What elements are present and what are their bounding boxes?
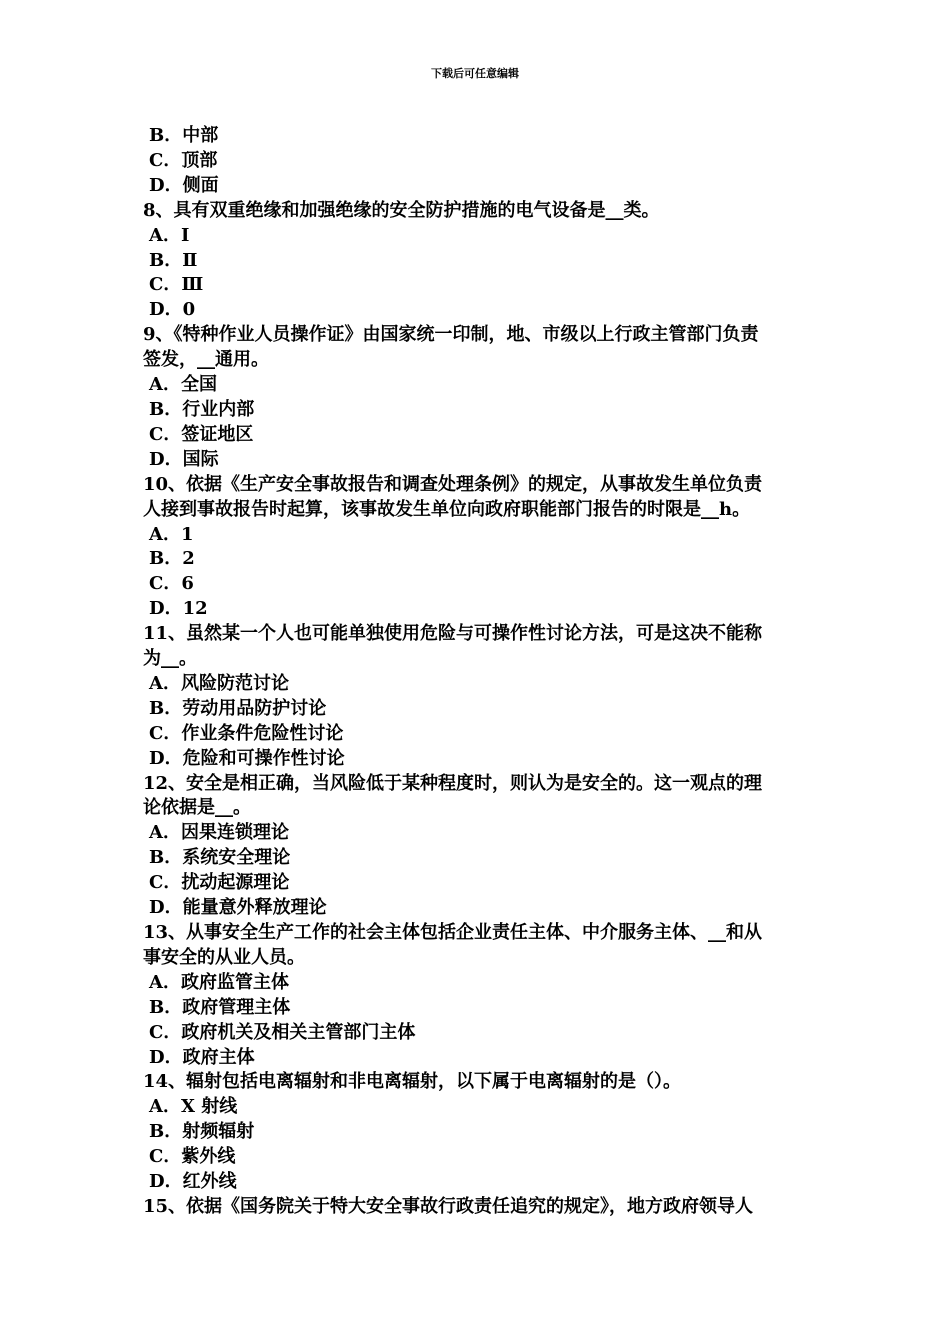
answer-option: A．Ⅰ [149, 224, 190, 246]
question-text: 签发，__通用。 [143, 349, 269, 371]
answer-option: B．Ⅱ [149, 249, 198, 271]
answer-option: B．射频辐射 [149, 1121, 255, 1143]
answer-option: D．侧面 [149, 174, 219, 196]
answer-option: C．Ⅲ [149, 274, 204, 296]
answer-option: B．行业内部 [149, 398, 255, 420]
answer-option: D．12 [149, 598, 208, 620]
answer-option: C．政府机关及相关主管部门主体 [149, 1021, 416, 1043]
question-text: 8、具有双重绝缘和加强绝缘的安全防护措施的电气设备是__类。 [143, 199, 660, 221]
answer-option: C．签证地区 [149, 423, 254, 445]
question-text: 论依据是__。 [143, 797, 251, 819]
answer-option: C．扰动起源理论 [149, 872, 290, 894]
question-text: 13、从事安全生产工作的社会主体包括企业责任主体、中介服务主体、__和从 [143, 922, 763, 943]
answer-option: B．2 [149, 548, 195, 570]
answer-option: D．能量意外释放理论 [149, 897, 327, 919]
answer-option: D．政府主体 [149, 1046, 255, 1068]
answer-option: A．X 射线 [149, 1096, 238, 1118]
answer-option: D．红外线 [149, 1171, 237, 1193]
answer-option: A．全国 [149, 374, 217, 396]
answer-option: C．顶部 [149, 149, 218, 171]
question-text: 15、依据《国务院关于特大安全事故行政责任追究的规定》，地方政府领导人 [143, 1195, 754, 1217]
answer-option: A．风险防范讨论 [149, 672, 289, 694]
answer-option: B．政府管理主体 [149, 996, 291, 1018]
question-text: 人接到事故报告时起算，该事故发生单位向政府职能部门报告的时限是__h。 [143, 498, 751, 520]
question-text: 9、《特种作业人员操作证》由国家统一印制，地、市级以上行政主管部门负责 [143, 324, 759, 346]
question-text: 14、辐射包括电离辐射和非电离辐射，以下属于电离辐射的是（）。 [143, 1071, 682, 1093]
question-text: 为__。 [143, 648, 197, 670]
answer-option: D．危险和可操作性讨论 [149, 747, 345, 769]
answer-option: D．0 [149, 299, 196, 321]
answer-option: A．因果连锁理论 [149, 822, 289, 844]
answer-option: B．系统安全理论 [149, 847, 291, 869]
question-text: 11、虽然某一个人也可能单独使用危险与可操作性讨论方法，可是这决不能称 [143, 623, 763, 645]
answer-option: B．劳动用品防护讨论 [149, 697, 327, 719]
question-text: 10、依据《生产安全事故报告和调查处理条例》的规定，从事故发生单位负责 [143, 473, 763, 495]
document-body [143, 124, 808, 1220]
answer-option: C．作业条件危险性讨论 [149, 722, 344, 744]
answer-option: A．政府监管主体 [149, 971, 289, 993]
answer-option: D．国际 [149, 448, 219, 470]
answer-option: A．1 [149, 523, 194, 545]
answer-option: C．紫外线 [149, 1146, 236, 1168]
page-header: 下载后可任意编辑 [431, 67, 519, 80]
question-text: 事安全的从业人员。 [143, 946, 305, 968]
answer-option: C．6 [149, 573, 194, 595]
answer-option: B．中部 [149, 125, 219, 146]
question-text: 12、安全是相正确，当风险低于某种程度时，则认为是安全的。这一观点的理 [143, 772, 763, 794]
